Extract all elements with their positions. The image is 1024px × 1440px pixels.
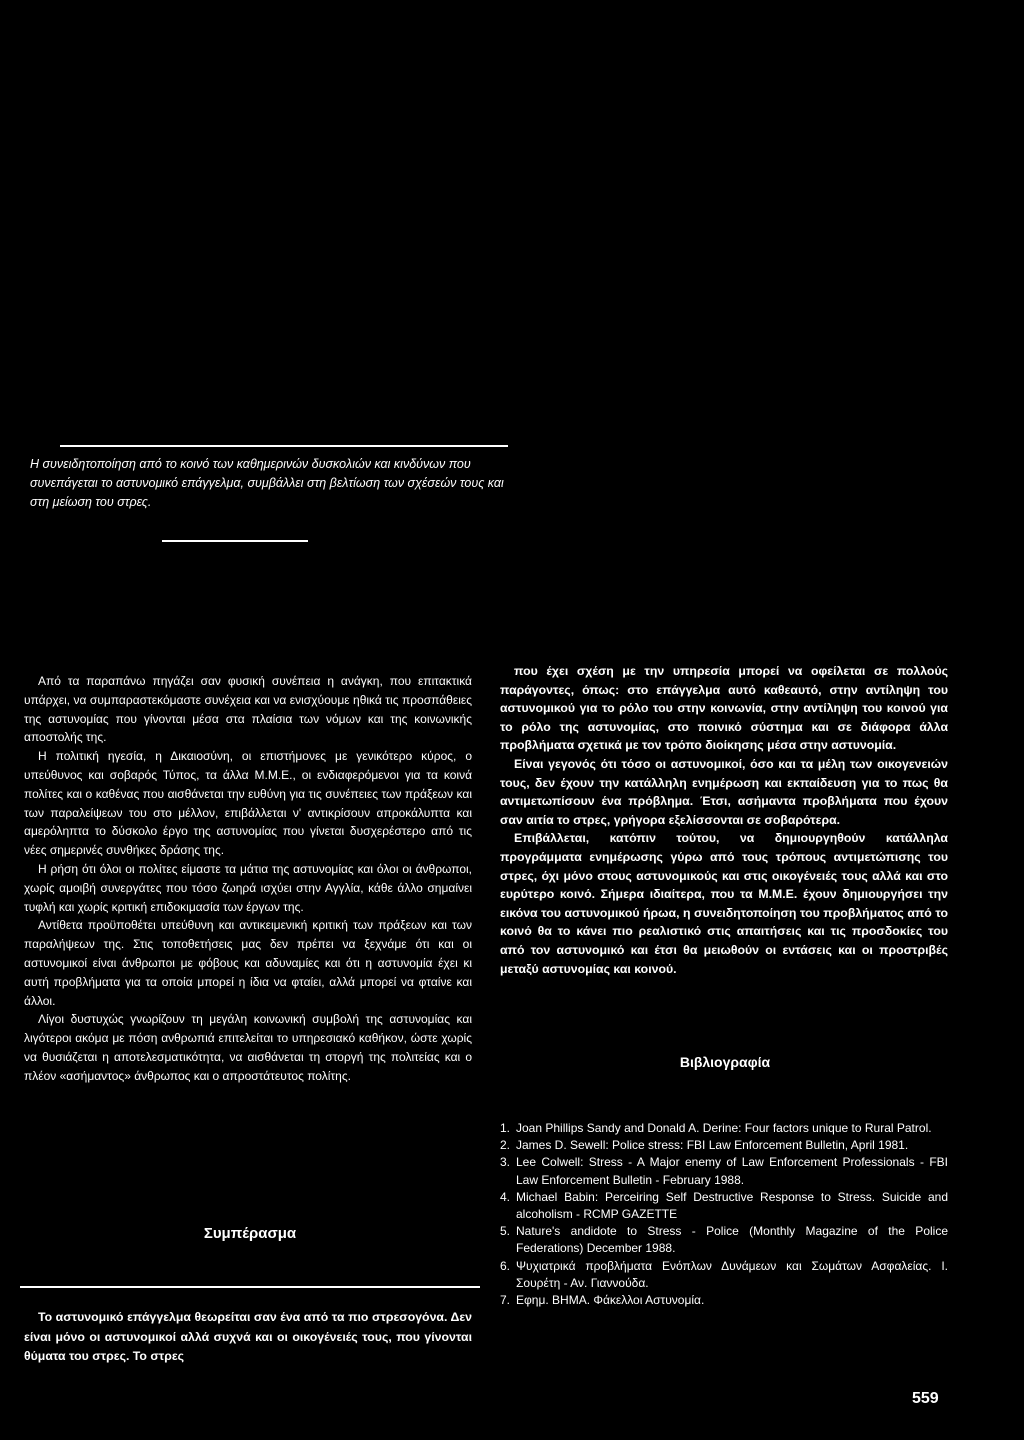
paragraph: Από τα παραπάνω πηγάζει σαν φυσική συνέπεια η ανάγκη, που επιτακτικά υπάρχει, να συμπαραστεκόμαστε συνέχεια και να ενισχύουμε ηθικά τις προσπάθειες της αστυνομίας που γίνονται μέσα στα πλαίσια των νόμων και της κοινωνικής αποστολής της. [24,674,472,745]
right-column [500,662,948,978]
paragraph: Αντίθετα προϋποθέτει υπεύθυνη και αντικειμενική κριτική των πράξεων και των παραλήψεων της. Στις τοποθετήσεις μας δεν πρέπει να ξεχνάμε ότι και οι αστυνομικοί είναι άνθρωποι με φόβους και αδυναμίες και ότι η αστυνομία έχει κι αυτή προβλήματα για τα οποία μπορεί η ίδια να φταίει, αλλά μπορεί να φταίνε και άλλοι. [24,918,472,1008]
left-column [24,672,472,1086]
bibliography-item [500,1258,948,1292]
paragraph: Το αστυνομικό επάγγελμα θεωρείται σαν ένα από τα πιο στρεσογόνα. Δεν είναι μόνο οι αστυνομικοί αλλά συχνά και οι οικογένειές τους, που γίνονται θύματα του στρες. Το στρες [24,1310,472,1364]
paragraph: Επιβάλλεται, κατόπιν τούτου, να δημιουργηθούν κατάλληλα προγράμματα ενημέρωσης γύρω από τους τρόπους αντιμετώπισης του στρες, όχι μόνο στους αστυνομικούς και στις οικογένειές τους αλλά και στο ευρύτερο κοινό. Σήμερα ιδιαίτερα, που τα Μ.Μ.Ε. έχουν δημιουργήσει την εικόνα του αστυνομικού ήρωα, η συνειδητοποίηση του προβλήματος από το κοινό θα το κάνει πιο ρεαλιστικό στις απαιτήσεις και τις προσδοκίες του από τον αστυνομικό και έτσι θα μειωθούν οι εντάσεις και οι προστριβές μεταξύ αστυνομίας και κοινού. [500,831,948,976]
item-text: Michael Babin: Perceiring Self Destructive Response to Stress. Suicide and alcoholism - RCMP GAZETTE [516,1189,948,1222]
page-number: 559 [912,1390,939,1407]
article-caption: Η συνειδητοποίηση από το κοινό των καθημερινών δυσκολιών και κινδύνων που συνεπάγεται το αστυνομικό επάγγελμα, συμβάλλει στη βελτίωση των σχέσεών τους και στη μείωση του στρες. [30,457,504,509]
bibliography-item [500,1292,948,1309]
paragraph: Η ρήση ότι όλοι οι πολίτες είμαστε τα μάτια της αστυνομίας και όλοι οι άνθρωποι, χωρίς αμοιβή συνεργάτες που τόσο ζωηρά ισχύει στην Αγγλία, κάθε άλλο σημαίνει τυφλή και χωρίς κριτική επιδοκιμασία των έργων της. [24,861,472,914]
paragraph: Η πολιτική ηγεσία, η Δικαιοσύνη, οι επιστήμονες με γενικότερο κύρος, ο υπεύθυνος και σοβαρός Τύπος, τα άλλα Μ.Μ.Ε., οι ενδιαφερόμενοι για τα κοινά πολίτες και ο καθένας που αισθάνεται την ευθύνη για τις συνέπειες των πράξεων και των παραλείψεων του στο μέλλον, επιβάλλεται ν' αντικρίσουν απροκάλυπτα και αμερόληπτα το δύσκολο έργο της αστυνομίας που γίνεται δυσχερέστερο από τις νέες σημερινές συνθήκες δράσης της. [24,749,472,858]
caption-divider [162,540,308,542]
bibliography-item [500,1137,948,1154]
bibliography-title: Βιβλιογραφία [679,1054,771,1070]
item-number: 3. [500,1155,511,1170]
item-number: 6. [500,1258,511,1273]
paragraph: που έχει σχέση με την υπηρεσία μπορεί να οφείλεται σε πολλούς παράγοντες, όπως: στο επάγγελμα αυτό καθεαυτό, στην αντίληψη του αστυνομικού για το ρόλο του στην κοινωνία, στην αντίληψη του κοινού για το ρόλο της αστυνομίας, στο ποινικό σύστημα και σε διάφορα άλλα προβλήματα σχετικά με τον τρόπο διοίκησης μέσα στην αστυνομία. [500,664,948,753]
item-number: 4. [500,1189,511,1204]
conclusion-title: Συμπέρασμα [203,1225,297,1242]
item-text: James D. Sewell: Police stress: FBI Law Enforcement Bulletin, April 1981. [516,1138,909,1153]
bibliography-item [500,1154,948,1188]
item-number: 2. [500,1138,511,1153]
bibliography-item [500,1120,948,1137]
bibliography-item [500,1223,948,1257]
bibliography-item [500,1189,948,1223]
item-number: 7. [500,1293,511,1308]
item-text: Nature's andidote to Stress - Police (Monthly Magazine of the Police Federations) December 1988. [516,1224,948,1256]
item-number: 5. [500,1224,511,1239]
item-number: 1. [500,1121,511,1135]
bibliography-list [500,1120,948,1309]
item-text: Ψυχιατρικά προβλήματα Ενόπλων Δυνάμεων και Σωμάτων Ασφαλείας. Ι. Σουρέτη - Αν. Γιαννούδα. [516,1258,948,1290]
paragraph: Είναι γεγονός ότι τόσο οι αστυνομικοί, όσο και τα μέλη των οικογενειών τους, δεν έχουν την κατάλληλη ενημέρωση και εκπαίδευση για το πως θα αντιμετωπίσουν ένα πρόβλημα. Έτσι, ασήμαντα προβλήματα που έχουν σαν αιτία το στρες, γρήγορα εξελίσσονται σε σοβαρότερα. [500,756,948,827]
conclusion-divider [20,1286,480,1288]
item-text: Joan Phillips Sandy and Donald A. Derine: Four factors unique to Rural Patrol. [516,1121,932,1135]
top-divider [60,445,508,447]
item-text: Εφημ. ΒΗΜΑ. Φάκελλοι Αστυνομία. [516,1293,705,1308]
paragraph: Λίγοι δυστυχώς γνωρίζουν τη μεγάλη κοινωνική συμβολή της αστυνομίας και λιγότεροι ακόμα με πόση ανθρωπιά επιτελείται το υπηρεσιακό καθήκον, ώστε χωρίς να θυσιάζεται η αποτελεσματικότητα, να αισθάνεται τη στοργή της πολιτείας και ο πλέον «ασήμαντος» άνθρωπος και ο απροστάτευτος πολίτης. [24,1012,472,1083]
item-text: Lee Colwell: Stress - A Major enemy of Law Enforcement Professionals - FBI Law Enforcement Bulletin - February 1988. [516,1155,948,1187]
conclusion-text [24,1308,472,1367]
